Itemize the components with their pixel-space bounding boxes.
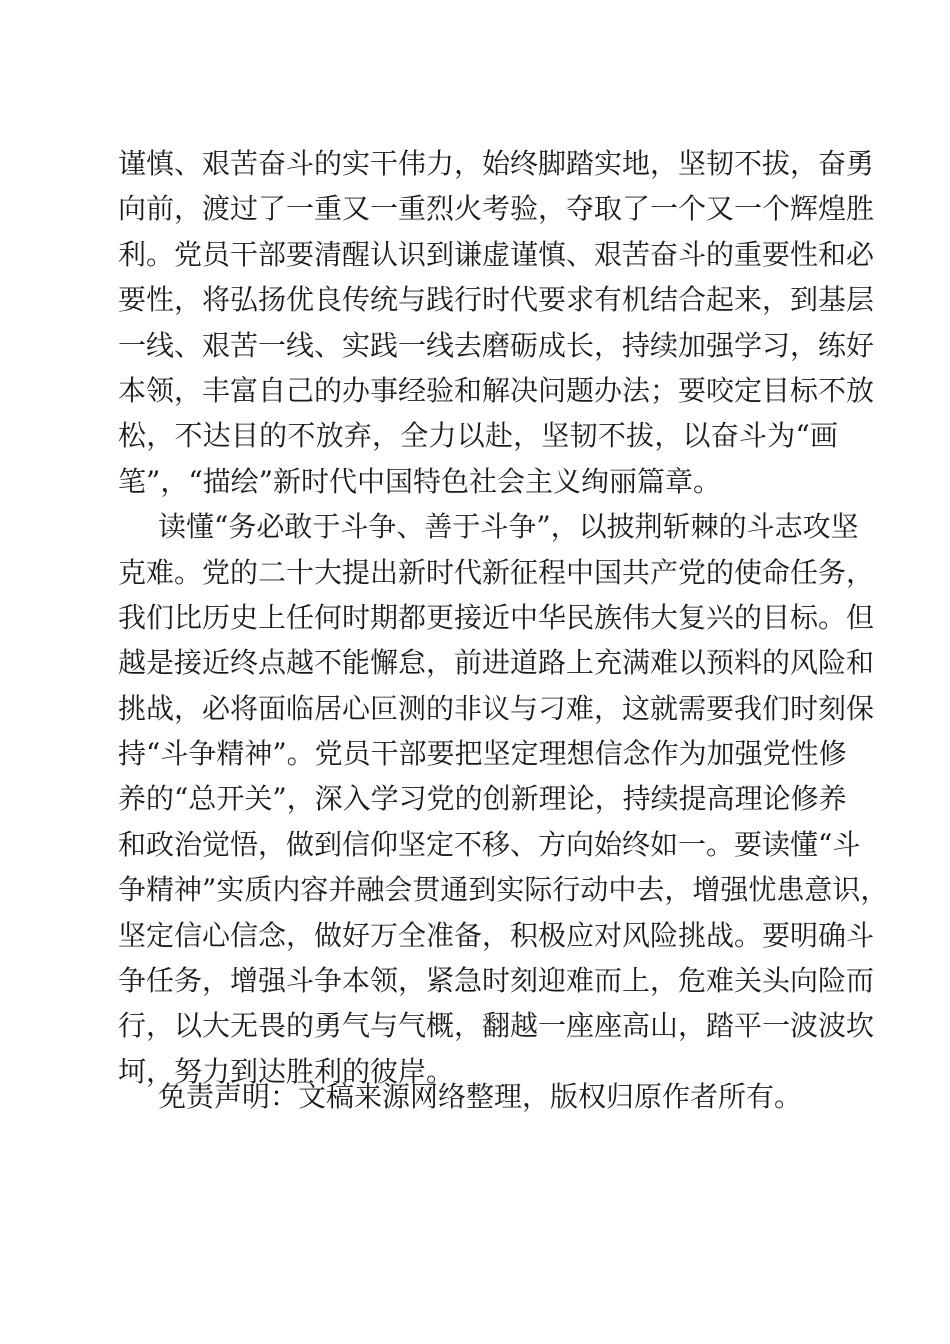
paragraph-line: 谨慎、艰苦奋斗的实干伟力，始终脚踏实地，坚韧不拔，奋勇 bbox=[118, 147, 875, 180]
paragraph-line: 要性，将弘扬优良传统与践行时代要求有机结合起来，到基层 bbox=[118, 283, 875, 317]
paragraph-line: 一线、艰苦一线、实践一线去磨砺成长，持续加强学习，练好 bbox=[118, 328, 875, 362]
paragraph-line: 坚定信心信念，做好万全准备，积极应对风险挑战。要明确斗 bbox=[118, 918, 875, 952]
paragraph-line: 挑战，必将面临居心叵测的非议与刁难，这就需要我们时刻保 bbox=[118, 691, 875, 725]
document-body bbox=[118, 141, 889, 1094]
paragraph-2 bbox=[118, 504, 889, 1094]
paragraph-line: 向前，渡过了一重又一重烈火考验，夺取了一个又一个辉煌胜 bbox=[118, 192, 875, 226]
paragraph-line: 行，以大无畏的勇气与气概，翻越一座座高山，踏平一波波坎 bbox=[118, 1009, 875, 1043]
paragraph-line: 克难。党的二十大提出新时代新征程中国共产党的使命任务， bbox=[118, 555, 875, 589]
paragraph-line: 养的“总开关”，深入学习党的创新理论，持续提高理论修养 bbox=[118, 782, 847, 816]
paragraph-1 bbox=[118, 141, 875, 504]
paragraph-line: 读懂“务必敢于斗争、善于斗争”，以披荆斩棘的斗志攻坚 bbox=[158, 510, 859, 544]
disclaimer: 免责声明：文稿来源网络整理，版权归原作者所有。 bbox=[158, 1080, 803, 1113]
paragraph-line: 越是接近终点越不能懈怠，前进道路上充满难以预料的风险和 bbox=[118, 646, 875, 680]
paragraph-line: 和政治觉悟，做到信仰坚定不移、方向始终如一。要读懂“斗 bbox=[118, 827, 861, 861]
paragraph-line: 争精神”实质内容并融会贯通到实际行动中去，增强忧患意识， bbox=[118, 873, 889, 907]
paragraph-line: 利。党员干部要清醒认识到谦虚谨慎、艰苦奋斗的重要性和必 bbox=[118, 237, 875, 271]
paragraph-line: 持“斗争精神”。党员干部要把坚定理想信念作为加强党性修 bbox=[118, 737, 847, 771]
paragraph-line: 争任务，增强斗争本领，紧急时刻迎难而上，危难关头向险而 bbox=[118, 964, 875, 998]
paragraph-line: 松，不达目的不放弃，全力以赴，坚韧不拔，以奋斗为“画 bbox=[118, 419, 838, 453]
paragraph-line: 本领，丰富自己的办事经验和解决问题办法；要咬定目标不放 bbox=[118, 373, 875, 407]
paragraph-line: 坷，努力到达胜利的彼岸。 bbox=[118, 1054, 455, 1088]
paragraph-line: 我们比历史上任何时期都更接近中华民族伟大复兴的目标。但 bbox=[118, 600, 875, 634]
paragraph-line: 笔”，“描绘”新时代中国特色社会主义绚丽篇章。 bbox=[118, 464, 721, 498]
